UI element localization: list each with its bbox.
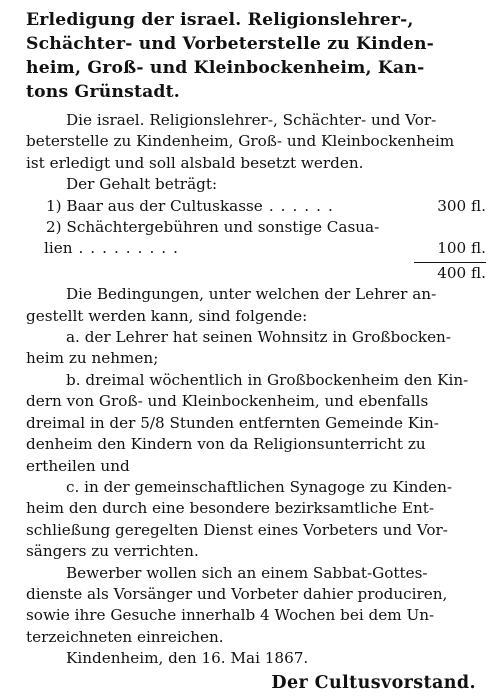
intro-line: Die israel. Religionslehrer-, Schächter- und Vor- [66,111,437,129]
condition-b-line: dreimal in der 5/8 Stunden entfernten Gemeinde Kin- [26,413,439,432]
intro-line: ist erledigt und soll alsbald besetzt werden. [26,153,364,172]
condition-a-line: heim zu nehmen; [26,349,159,368]
salary-total [26,263,486,284]
leader-dots: ......... [78,239,185,258]
intro-line: beterstelle zu Kindenheim, Groß- und Kleinbockenheim [26,132,455,151]
title-line: tons Grünstadt. [26,82,180,102]
applicants-line: terzeichneten einreichen. [26,627,224,646]
salary-total-amount: 400 fl. [437,263,486,282]
condition-c-line: heim den durch eine besondere bezirksamtliche Ent- [26,499,435,518]
salary-item-2 [26,238,486,259]
condition-a-line: a. der Lehrer hat seinen Wohnsitz in Großbocken- [66,328,451,347]
conditions-line: Die Bedingungen, unter welchen der Lehrer an- [66,285,437,304]
condition-c-line: schließung geregelten Dienst eines Vorbeters und Vor- [26,520,448,539]
leader-dots: ...... [268,196,340,215]
signature: Der Cultusvorstand. [271,672,476,693]
condition-c-line: sängers zu verrichten. [26,542,199,561]
notice-title [26,8,486,104]
salary-item-1 [26,196,486,217]
notice-body [26,110,486,670]
salary-heading: Der Gehalt beträgt: [66,175,218,194]
salary-item-label: lien [44,239,73,258]
title-line: Erledigung der israel. Religionslehrer-, [26,10,414,30]
condition-b-line: denheim den Kindern von da Religionsunterricht zu [26,435,426,454]
applicants-line: dienste als Vorsänger und Vorbeter dahier produciren, [26,584,448,603]
dateline: Kindenheim, den 16. Mai 1867. [66,649,309,668]
condition-b-line: b. dreimal wöchentlich in Großbockenheim den Kin- [66,370,469,389]
condition-b-line: dern von Groß- und Kleinbockenheim, und ebenfalls [26,392,429,411]
salary-item-label: 1) Baar aus der Cultuskasse [46,196,263,215]
condition-c-line: c. in der gemeinschaftlichen Synagoge zu Kinden- [66,477,453,496]
salary-item-amount: 100 fl. [437,239,486,258]
conditions-line: gestellt werden kann, sind folgende: [26,306,308,325]
applicants-line: sowie ihre Gesuche innerhalb 4 Wochen bei dem Un- [26,606,435,625]
title-line: Schächter- und Vorbeterstelle zu Kinden- [26,34,434,54]
condition-b-line: ertheilen und [26,456,130,475]
applicants-line: Bewerber wollen sich an einem Sabbat-Gottes- [66,563,428,582]
salary-item-label: 2) Schächtergebühren und sonstige Casua- [46,218,380,237]
salary-item-amount: 300 fl. [437,196,486,215]
title-line: heim, Groß- und Kleinbockenheim, Kan- [26,58,425,78]
